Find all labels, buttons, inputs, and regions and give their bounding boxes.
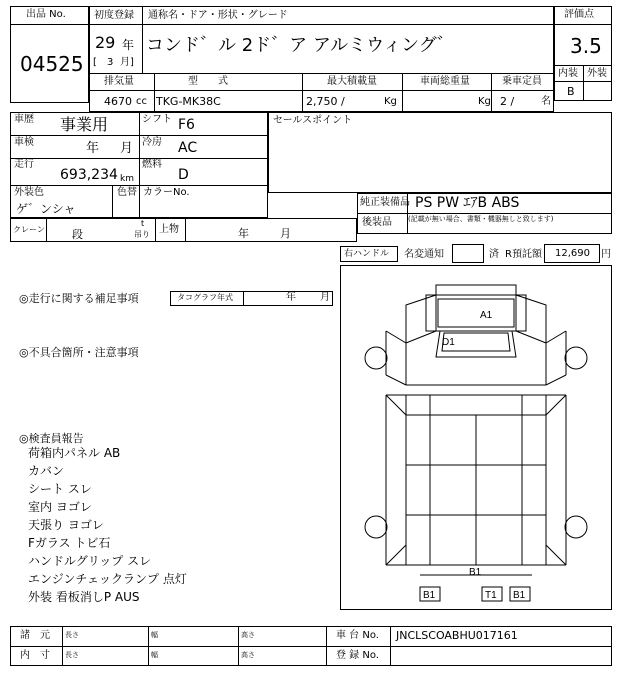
driving-notes-title: ◎走行に関する補足事項 xyxy=(19,292,139,305)
color-change-label: 色替 xyxy=(117,187,137,198)
history-label: 車歴 xyxy=(14,114,34,125)
interior-length-label: 長さ xyxy=(65,651,79,659)
upper-month-unit: 月 xyxy=(280,227,291,240)
height-label: 高さ xyxy=(241,631,255,639)
recycle-prefix: 済 xyxy=(489,249,499,260)
inspector-item: 室内 ヨゴレ xyxy=(28,500,92,514)
lot-label: 出品 No. xyxy=(26,9,66,20)
tachograph-month-unit: 月 xyxy=(320,292,330,303)
damage-mark: B1 xyxy=(513,590,526,601)
inspector-item: シート スレ xyxy=(28,482,92,496)
registration-month-open: [ xyxy=(93,57,97,68)
truck-diagram xyxy=(340,265,612,610)
crane-ton-top: t xyxy=(141,219,145,228)
name-change-label: 名変通知 xyxy=(404,249,444,260)
recycle-label: R預託額 xyxy=(505,249,542,260)
max-load-label: 最大積載量 xyxy=(327,76,377,87)
capacity-label: 乗車定員 xyxy=(502,76,542,87)
lot-number: 04525 xyxy=(20,52,84,76)
mileage-value: 693,234 xyxy=(60,167,118,183)
tachograph-year-unit: 年 xyxy=(286,292,296,303)
interior-dims-label: 内 寸 xyxy=(20,650,50,661)
damage-mark: T1 xyxy=(485,590,497,601)
inspector-item: カバン xyxy=(28,464,65,478)
chassis-number: JNCLSCOABHU017161 xyxy=(396,629,518,642)
length-label: 長さ xyxy=(65,631,79,639)
interior-height-label: 高さ xyxy=(241,651,255,659)
name-change-box xyxy=(452,244,484,263)
damage-mark: D1 xyxy=(442,337,455,348)
capacity-unit: 名 xyxy=(541,96,551,107)
chassis-label: 車 台 No. xyxy=(336,630,379,641)
type-value: TKG-MK38C xyxy=(156,95,221,108)
displacement-value: 4670 xyxy=(104,95,132,108)
crane-ton-bottom: 吊り xyxy=(134,230,150,239)
registration-number-label: 登 録 No. xyxy=(336,650,379,661)
inspector-item: 外装 看板消しP AUS xyxy=(28,590,140,604)
inspector-item: Fガラス トビ石 xyxy=(28,536,111,550)
crane-row xyxy=(10,218,357,242)
damage-mark: A1 xyxy=(480,310,493,321)
inspection-label: 車検 xyxy=(14,137,34,148)
shift-label: シフト xyxy=(142,114,172,125)
max-load-unit: Kg xyxy=(384,96,397,107)
registration-label: 初度登録 xyxy=(94,10,134,21)
aircon-value: AC xyxy=(178,140,198,156)
dims-label: 諸 元 xyxy=(20,630,50,641)
damage-mark: B1 xyxy=(423,590,436,601)
registration-year: 29 xyxy=(95,33,116,52)
gross-weight-label: 車両総重量 xyxy=(420,76,470,87)
displacement-unit: cc xyxy=(136,96,147,107)
mileage-unit: km xyxy=(120,174,134,184)
inspection-month-unit: 月 xyxy=(120,141,134,156)
recycle-unit: 円 xyxy=(601,249,611,260)
shift-value: F6 xyxy=(178,117,195,133)
interior-rating-value: B xyxy=(567,85,575,98)
inspector-item: 荷箱内パネル AB xyxy=(28,446,121,460)
type-label: 型 式 xyxy=(188,76,228,87)
upper-year-unit: 年 xyxy=(238,227,249,240)
model-label: 通称名・ドア・形状・グレード xyxy=(148,10,288,21)
displacement-label: 排気量 xyxy=(104,76,134,87)
model-name: コンド゛ル 2ド゛ア アルミウィング゛ xyxy=(146,35,455,56)
history-value: 事業用 xyxy=(60,115,109,134)
crane-label: クレーン xyxy=(13,225,45,234)
crane-stage-unit: 段 xyxy=(72,228,83,241)
upper-body-label: 上物 xyxy=(159,224,179,235)
rating-score: 3.5 xyxy=(570,34,602,58)
steering-value: 右ハンドル xyxy=(344,249,390,259)
exterior-color-label: 外装色 xyxy=(14,187,44,198)
defects-title: ◎不具合箇所・注意事項 xyxy=(19,346,139,359)
aircon-label: 冷房 xyxy=(142,137,162,148)
exterior-color-value: ゲ゛ンシャ xyxy=(16,202,76,216)
inspector-item: ハンドルグリップ スレ xyxy=(28,554,152,568)
interior-rating-label: 内装 xyxy=(558,68,578,79)
tachograph-label: タコグラフ年式 xyxy=(177,293,233,302)
recycle-amount: 12,690 xyxy=(555,248,590,259)
mileage-label: 走行 xyxy=(14,159,34,170)
inspector-item: 天張り ヨゴレ xyxy=(28,518,104,532)
gross-weight-unit: Kg xyxy=(478,96,491,107)
registration-month-unit: 月] xyxy=(120,57,134,68)
capacity-value: 2 / xyxy=(500,95,515,108)
registration-month: 3 xyxy=(107,57,114,68)
aftermarket-note: (記載が無い場合、書類・機器無しと致します) xyxy=(408,215,554,223)
equipment-value: PS PW ｴｱB ABS xyxy=(415,195,520,211)
fuel-label: 燃料 xyxy=(142,159,162,170)
registration-year-unit: 年 xyxy=(122,38,135,52)
aftermarket-label: 後装品 xyxy=(362,217,392,228)
fuel-value: D xyxy=(178,167,189,183)
inspector-report-title: ◎検査員報告 xyxy=(19,432,84,445)
equipment-label: 純正装備品 xyxy=(360,197,410,208)
interior-width-label: 幅 xyxy=(151,651,158,659)
max-load-value: 2,750 / xyxy=(306,95,345,108)
inspection-year-unit: 年 xyxy=(86,141,100,156)
color-no-label: カラーNo. xyxy=(143,187,190,198)
sales-point-label: セールスポイント xyxy=(273,115,353,126)
inspector-item: エンジンチェックランプ 点灯 xyxy=(28,572,187,586)
width-label: 幅 xyxy=(151,631,158,639)
rating-label: 評価点 xyxy=(564,9,594,20)
exterior-rating-label: 外装 xyxy=(587,68,607,79)
damage-mark: B1 xyxy=(469,567,482,578)
